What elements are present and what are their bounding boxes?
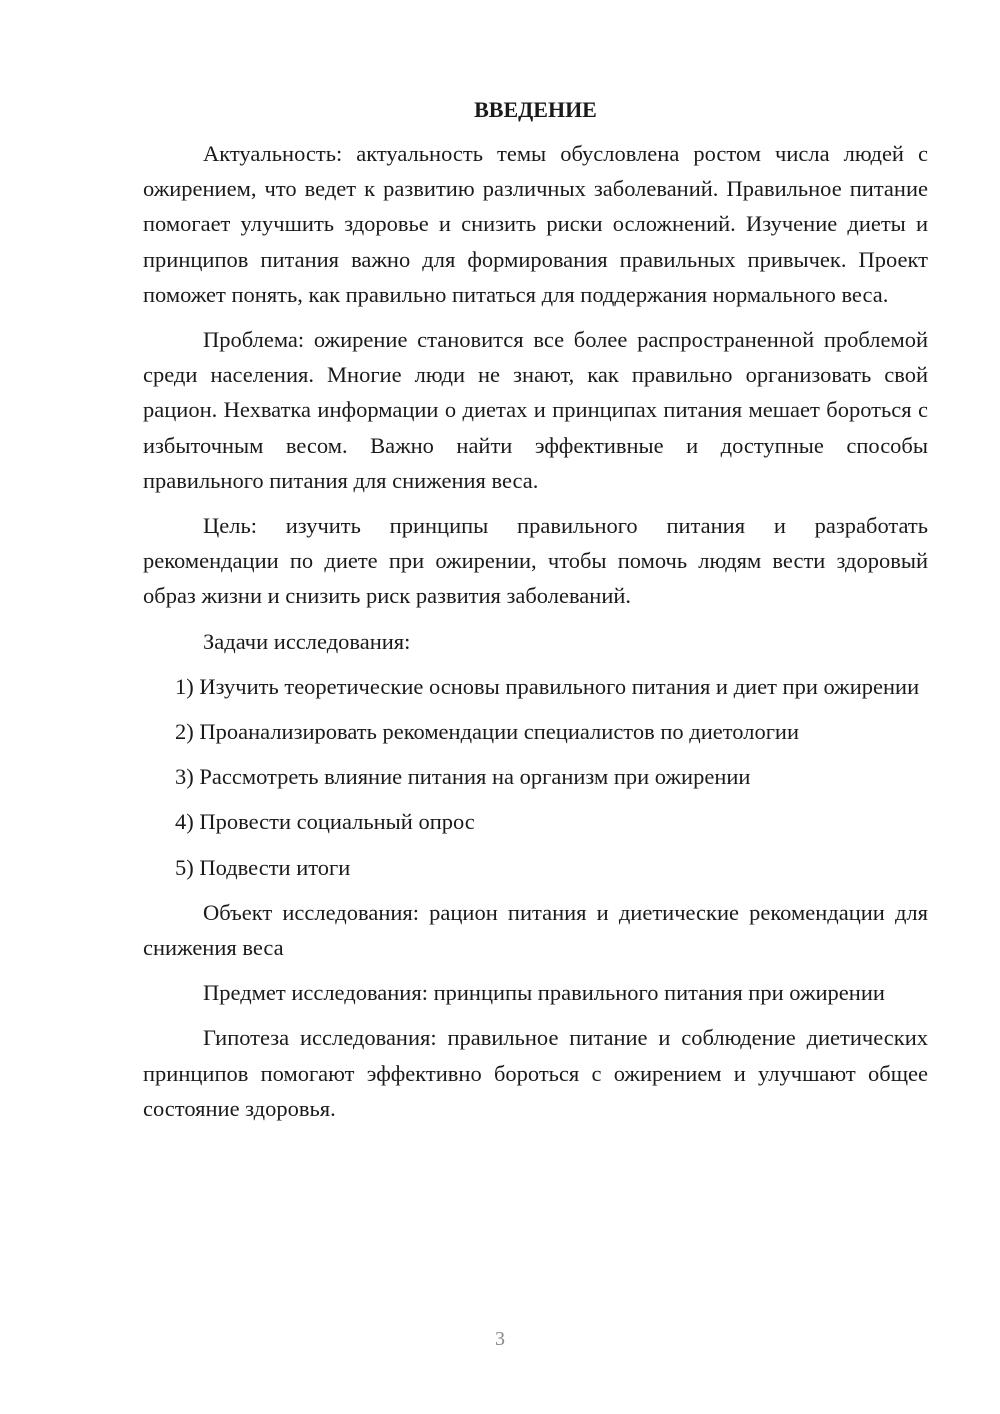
task-item-4: 4) Провести социальный опрос — [175, 809, 475, 835]
task-item-3: 3) Рассмотреть влияние питания на организм при ожирении — [175, 764, 751, 790]
page-number: 3 — [495, 1328, 505, 1350]
paragraph-subject: Предмет исследования: принципы правильного питания при ожирении — [203, 980, 885, 1006]
document-page — [143, 92, 928, 1136]
task-item-5: 5) Подвести итоги — [175, 854, 351, 880]
paragraph-object: Объект исследования: рацион питания и диетические рекомендации для снижения веса — [143, 899, 928, 961]
tasks-heading: Задачи исследования: — [203, 628, 411, 654]
task-item-1: 1) Изучить теоретические основы правильного питания и диет при ожирении — [175, 673, 920, 699]
paragraph-problem: Проблема: ожирение становится все более распространенной проблемой среди населения. Многие люди не знают, как правильно организовать свой рацион. Нехватка информации о диетах и принципах питания мешает бороться с избыточным весом. Важно найти эффективные и доступные способы правильного питания для снижения веса. — [143, 327, 928, 493]
paragraph-relevance: Актуальность: актуальность темы обусловлена ростом числа людей с ожирением, что ведет к развитию различных заболеваний. Правильное питание помогает улучшить здоровье и снизить риски осложнений. Изучение диеты и принципов питания важно для формирования правильных привычек. Проект поможет понять, как правильно питаться для поддержания нормального веса. — [143, 141, 928, 307]
paragraph-goal: Цель: изучить принципы правильного питания и разработать рекомендации по диете при ожирении, чтобы помочь людям вести здоровый образ жизни и снизить риск развития заболеваний. — [143, 513, 928, 609]
page-title: ВВЕДЕНИЕ — [474, 97, 597, 122]
paragraph-hypothesis: Гипотеза исследования: правильное питание и соблюдение диетических принципов помогают эффективно бороться с ожирением и улучшают общее состояние здоровья. — [143, 1025, 928, 1121]
task-item-2: 2) Проанализировать рекомендации специалистов по диетологии — [175, 719, 800, 745]
